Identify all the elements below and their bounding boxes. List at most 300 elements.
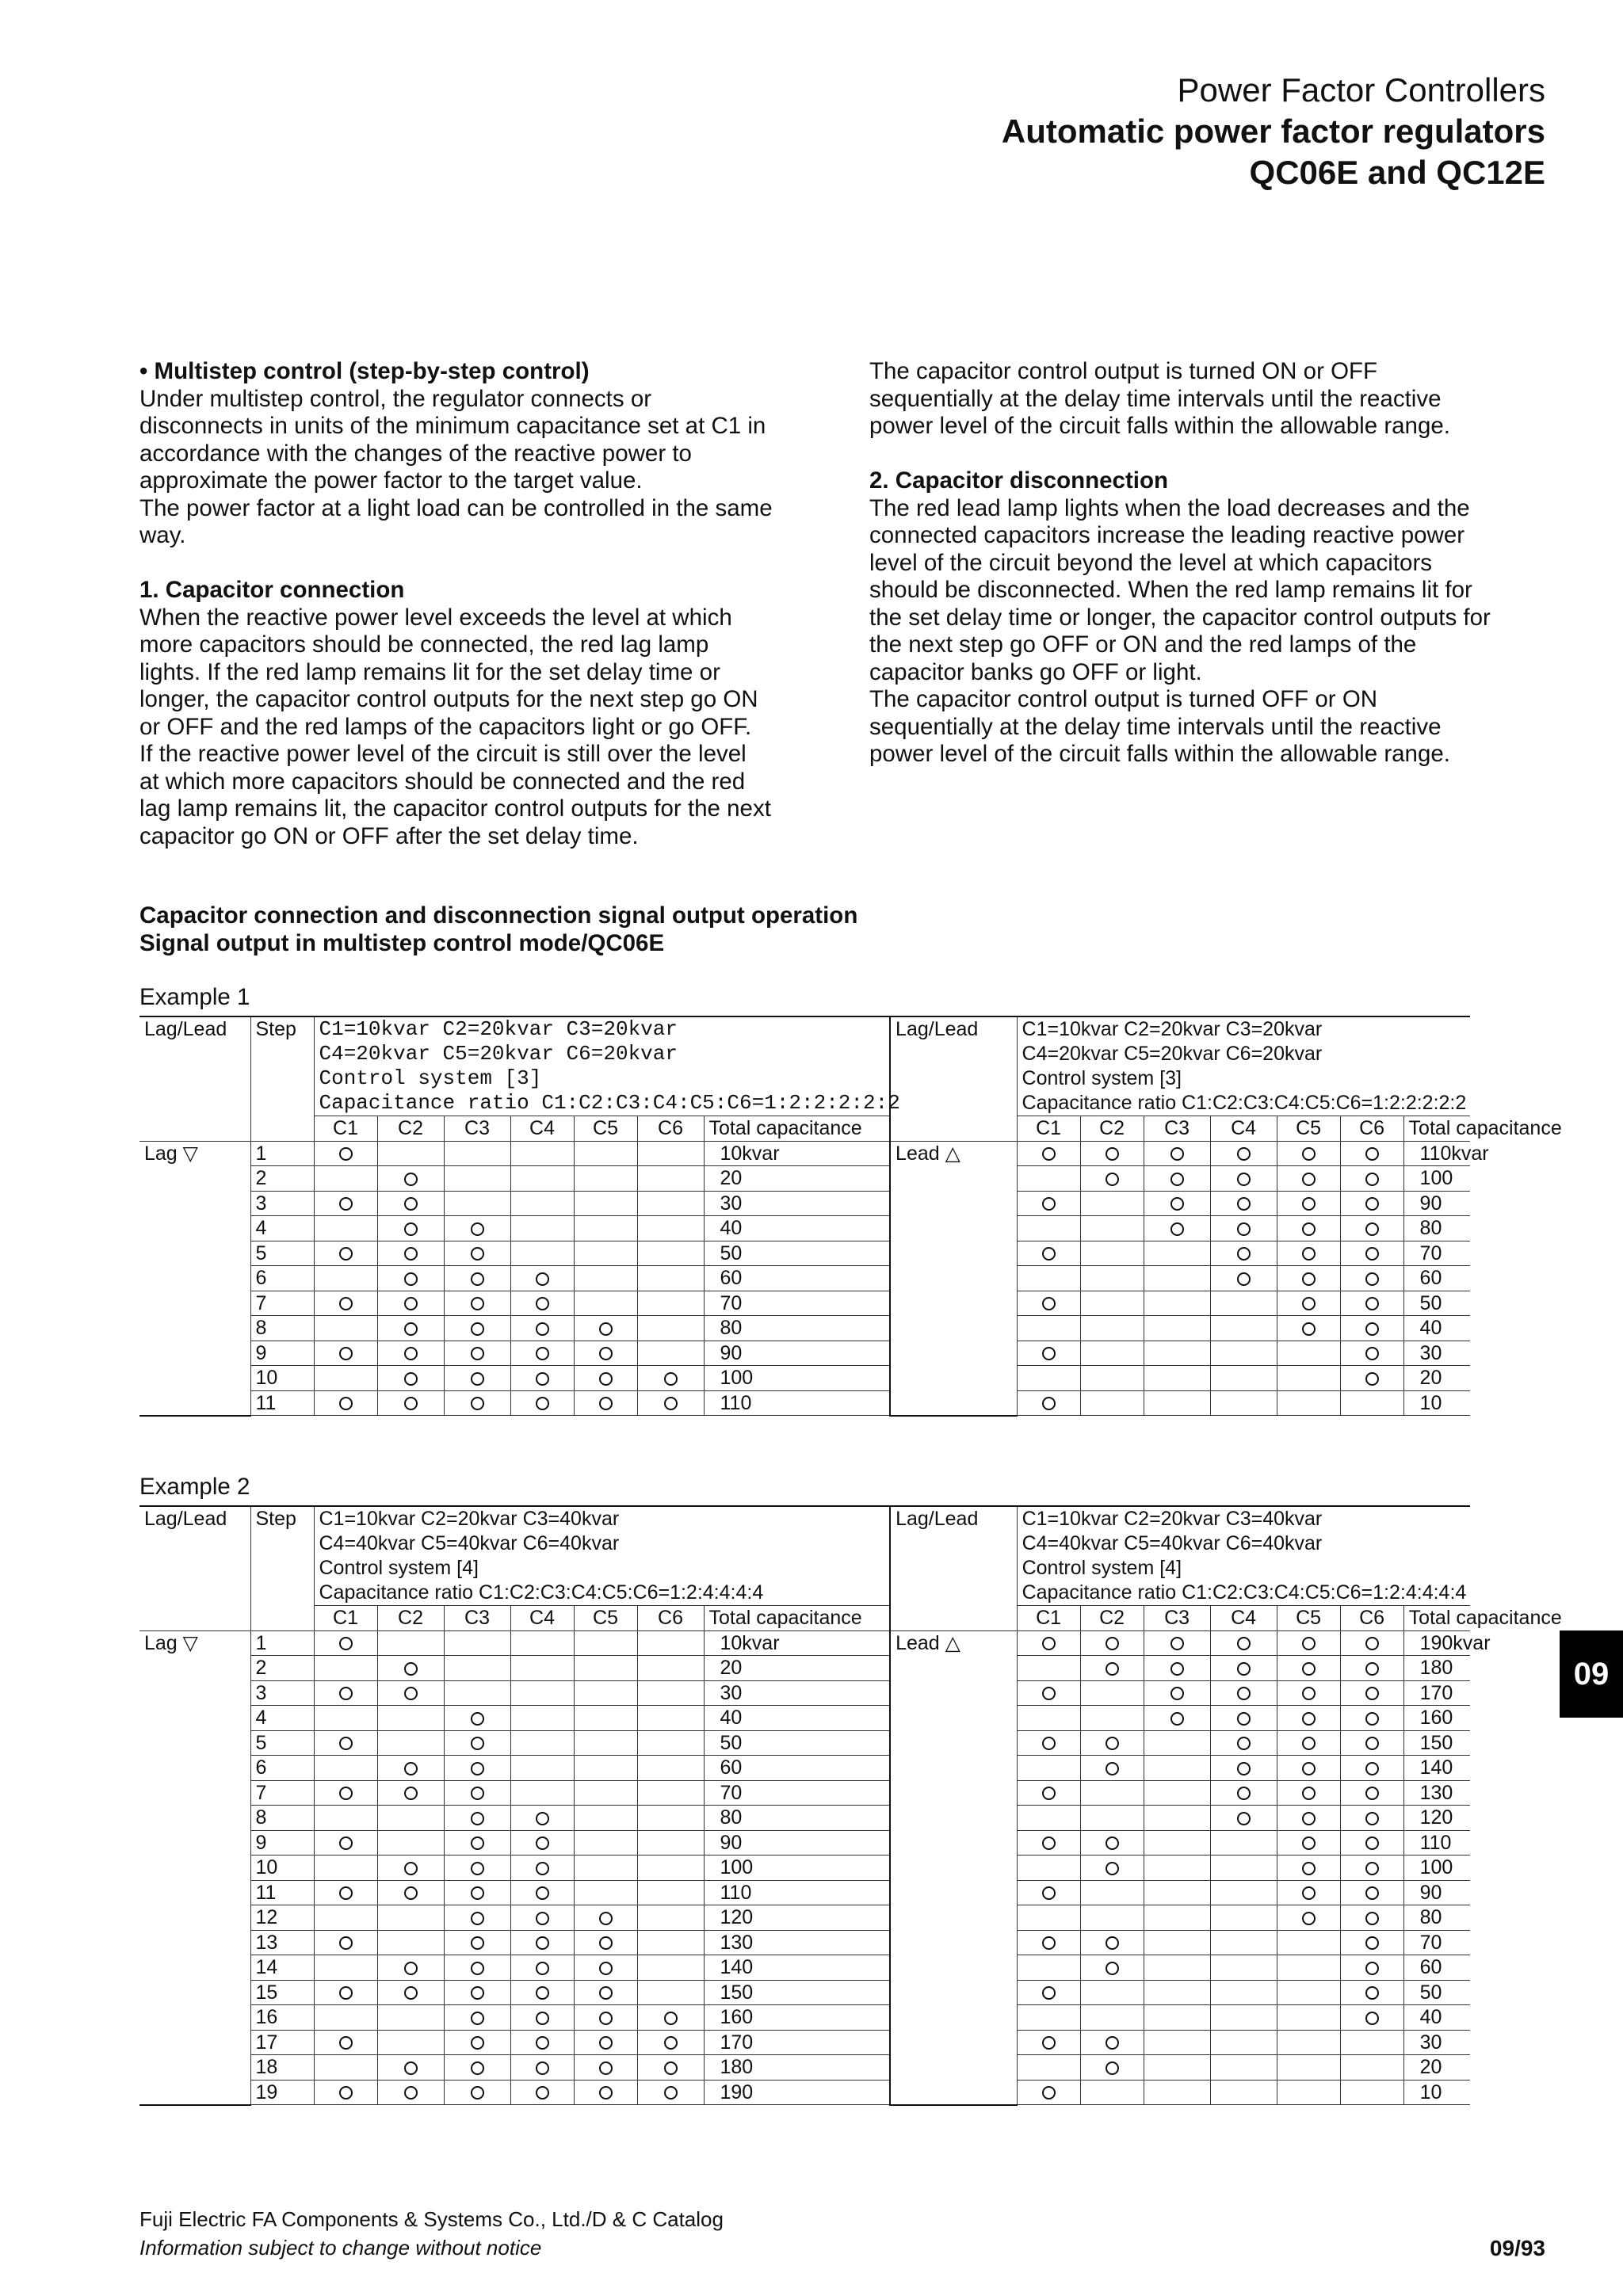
on-circle (1302, 1662, 1316, 1676)
lead-cell (1017, 1191, 1080, 1216)
on-circle (339, 1347, 353, 1360)
on-circle (339, 1687, 353, 1700)
lead-cell (1210, 1905, 1277, 1931)
blank-cell (890, 1390, 1017, 1416)
blank-cell (139, 1730, 250, 1756)
lag-label: Lag ▽ (144, 1142, 198, 1165)
lead-cell (1080, 1216, 1144, 1241)
lead-cell (1080, 1241, 1144, 1266)
lag-cell (377, 2055, 444, 2081)
blank-cell (139, 1756, 250, 1781)
on-circle (1365, 1912, 1379, 1925)
on-circle (404, 1962, 418, 1975)
lead-cell (1277, 1366, 1340, 1391)
blank-cell (890, 1066, 1017, 1091)
lag-cell (314, 1830, 377, 1855)
table-row (139, 1880, 1620, 1905)
on-circle (471, 1347, 484, 1360)
lag-cell (377, 1730, 444, 1756)
on-circle (1237, 1737, 1251, 1750)
on-circle (1365, 1637, 1379, 1650)
lead-cell (1144, 1630, 1210, 1656)
lag-total: 50 (704, 1730, 890, 1756)
lag-cell (574, 1191, 637, 1216)
on-circle (599, 1912, 613, 1925)
on-circle (1365, 1662, 1379, 1676)
lag-cell (510, 1955, 574, 1981)
lead-cell (1080, 1390, 1144, 1416)
lead-cell (1277, 1141, 1340, 1166)
text-line: sequentially at the delay time intervals until the reactive (869, 713, 1442, 740)
text-line: lights. If the red lamp remains lit for the set delay time or (139, 658, 720, 685)
lead-cell (1277, 1955, 1340, 1981)
blank-cell (890, 1830, 1017, 1855)
table-row (139, 1955, 1620, 1981)
lag-cell (574, 1780, 637, 1806)
on-circle (471, 1962, 484, 1975)
lead-cell (1277, 1855, 1340, 1881)
lag-cell (377, 1366, 444, 1391)
blank-cell (139, 1556, 250, 1581)
on-circle (599, 1962, 613, 1975)
lead-cell (1080, 1630, 1144, 1656)
lag-cell (510, 1855, 574, 1881)
on-circle (339, 1886, 353, 1900)
column-header: C4 (1210, 1116, 1277, 1142)
lead-cell (1340, 2055, 1403, 2081)
lead-cell (1277, 1980, 1340, 2005)
lead-cell (1277, 2030, 1340, 2055)
on-circle (599, 1986, 613, 2000)
lead-total: 100 (1403, 1166, 1470, 1192)
blank-cell (890, 1780, 1017, 1806)
lag-cell (314, 1241, 377, 1266)
lead-cell (1080, 1905, 1144, 1931)
lead-cell (1144, 2005, 1210, 2031)
lag-cell (510, 1656, 574, 1681)
on-circle (404, 1197, 418, 1211)
lag-cell (574, 1166, 637, 1192)
lead-cell (1340, 1141, 1403, 1166)
lag-total: 160 (704, 2005, 890, 2031)
lead-cell (1277, 1630, 1340, 1656)
lag-cell (377, 1930, 444, 1955)
lead-cell (1080, 1316, 1144, 1341)
lag-cell (510, 1141, 574, 1166)
lead-total: 150 (1403, 1730, 1470, 1756)
lead-cell (1277, 1390, 1340, 1416)
lead-cell (1210, 1780, 1277, 1806)
lag-cell (510, 1806, 574, 1831)
table-row (139, 1806, 1620, 1831)
example1-table (139, 1016, 1562, 1417)
table-row (139, 1980, 1620, 2005)
lead-total: 10 (1403, 1390, 1470, 1416)
lead-cell (1017, 1141, 1080, 1166)
lead-cell (1340, 1656, 1403, 1681)
on-circle (404, 1662, 418, 1676)
lead-cell (1277, 2055, 1340, 2081)
lead-cell (1277, 1905, 1340, 1931)
on-circle (339, 1936, 353, 1950)
lag-cell (444, 1905, 510, 1931)
on-circle (1042, 2086, 1056, 2100)
lag-cell (377, 2030, 444, 2055)
lag-cell (444, 1141, 510, 1166)
on-circle (1106, 2036, 1119, 2050)
lead-spec-line: Capacitance ratio C1:C2:C3:C4:C5:C6=1:2:2:2:2:2 (1017, 1091, 1470, 1116)
lag-cell (444, 1656, 510, 1681)
on-circle (1365, 1962, 1379, 1975)
on-circle (1106, 2061, 1119, 2075)
lag-spec-line: C1=10kvar C2=20kvar C3=20kvar (314, 1016, 890, 1042)
lag-cell (637, 1216, 704, 1241)
on-circle (599, 2061, 613, 2075)
lead-cell (1210, 1656, 1277, 1681)
on-circle (536, 1372, 549, 1386)
blank-cell (139, 1531, 250, 1556)
on-circle (404, 1222, 418, 1236)
lead-cell (1277, 1216, 1340, 1241)
on-circle (1365, 1222, 1379, 1236)
lead-cell (1080, 1341, 1144, 1366)
lead-cell (1210, 1706, 1277, 1731)
lead-cell (1277, 1656, 1340, 1681)
blank-cell (890, 2080, 1017, 2105)
blank-cell (139, 1116, 250, 1142)
lag-cell (574, 1341, 637, 1366)
lead-label: Lead △ (896, 1631, 960, 1654)
blank-cell (139, 1930, 250, 1955)
on-circle (599, 2086, 613, 2100)
on-circle (599, 1322, 613, 1336)
on-circle (599, 1347, 613, 1360)
on-circle (404, 2061, 418, 2075)
blank-cell (250, 1116, 314, 1142)
table-row (139, 2005, 1620, 2031)
lag-cell (377, 1341, 444, 1366)
lead-cell (1340, 1390, 1403, 1416)
lead-cell (1144, 2030, 1210, 2055)
blank-cell (890, 1806, 1017, 1831)
on-circle (536, 1912, 549, 1925)
on-circle (1170, 1197, 1184, 1211)
lag-cell (574, 1980, 637, 2005)
blank-cell (890, 1116, 1017, 1142)
on-circle (1237, 1762, 1251, 1775)
text-line: or OFF and the red lamps of the capacitors light or go OFF. (139, 713, 752, 740)
lead-cell (1144, 2080, 1210, 2105)
text-line: connected capacitors increase the leading reactive power (869, 522, 1465, 548)
lag-cell (444, 1291, 510, 1316)
step-number: 2 (250, 1656, 314, 1681)
lag-cell (377, 1806, 444, 1831)
lag-cell (510, 2005, 574, 2031)
lag-cell (444, 1730, 510, 1756)
header-title: Automatic power factor regulators (1001, 113, 1545, 150)
text-line: power level of the circuit falls within the allowable range. (869, 413, 1450, 439)
caption-line-2: Signal output in multistep control mode/QC06E (139, 930, 665, 956)
on-circle (1365, 1787, 1379, 1800)
blank-cell (890, 1730, 1017, 1756)
lag-total: 70 (704, 1291, 890, 1316)
blank-cell (890, 1042, 1017, 1066)
on-circle (536, 1962, 549, 1975)
lag-cell (510, 1630, 574, 1656)
lead-cell (1340, 2080, 1403, 2105)
lead-total: 190kvar (1403, 1630, 1470, 1656)
table-row (139, 1855, 1620, 1881)
on-circle (536, 2086, 549, 2100)
table-row (139, 1216, 1620, 1241)
text-line: at which more capacitors should be connected and the red (139, 768, 746, 795)
text-line: longer, the capacitor control outputs for the next step go ON (139, 686, 758, 712)
lead-cell (1080, 1266, 1144, 1291)
column-header: C6 (1340, 1116, 1403, 1142)
column-header: C2 (1080, 1606, 1144, 1631)
blank-cell (139, 1091, 250, 1116)
lag-cell (574, 1141, 637, 1166)
lead-cell (1210, 1930, 1277, 1955)
lag-cell (637, 1830, 704, 1855)
lag-cell (510, 1980, 574, 2005)
lag-cell (637, 1730, 704, 1756)
lag-cell (377, 1706, 444, 1731)
on-circle (1237, 1247, 1251, 1261)
blank-cell (890, 1756, 1017, 1781)
on-circle (1365, 1886, 1379, 1900)
lag-cell (637, 1630, 704, 1656)
blank-cell (139, 1390, 250, 1416)
lead-cell (1017, 2055, 1080, 2081)
lag-cell (314, 1756, 377, 1781)
lag-cell (314, 1855, 377, 1881)
disconnection-heading: 2. Capacitor disconnection (869, 467, 1169, 494)
on-circle (599, 1936, 613, 1950)
blank-cell (890, 1905, 1017, 1931)
blank-cell (890, 1091, 1017, 1116)
lead-cell (1017, 1266, 1080, 1291)
lead-cell (1340, 2030, 1403, 2055)
on-circle (1170, 1222, 1184, 1236)
on-circle (404, 1886, 418, 1900)
footer-company: Fuji Electric FA Components & Systems Co., Ltd./D & C Catalog (139, 2207, 724, 2231)
on-circle (1106, 1762, 1119, 1775)
lead-cell (1340, 1216, 1403, 1241)
on-circle (1365, 1322, 1379, 1336)
lag-cell (314, 1191, 377, 1216)
lead-cell (1340, 1955, 1403, 1981)
lag-cell (444, 1166, 510, 1192)
lag-total: 20 (704, 1656, 890, 1681)
lead-cell (1277, 1730, 1340, 1756)
column-header: C1 (314, 1116, 377, 1142)
step-number: 10 (250, 1855, 314, 1881)
on-circle (1302, 1147, 1316, 1161)
text-line: sequentially at the delay time intervals until the reactive (869, 385, 1442, 412)
lead-total: 40 (1403, 2005, 1470, 2031)
blank-cell (139, 1216, 250, 1241)
on-circle (1365, 1297, 1379, 1310)
table-row (139, 1390, 1620, 1416)
lag-cell (637, 2080, 704, 2105)
on-circle (471, 1272, 484, 1286)
lag-total: 40 (704, 1706, 890, 1731)
lead-cell (1144, 1366, 1210, 1391)
step-number: 6 (250, 1266, 314, 1291)
lead-cell (1210, 1855, 1277, 1881)
on-circle (339, 2036, 353, 2050)
step-number: 17 (250, 2030, 314, 2055)
on-circle (536, 1886, 549, 1900)
step-number: 13 (250, 1930, 314, 1955)
lag-cell (377, 1630, 444, 1656)
on-circle (1365, 1986, 1379, 2000)
blank-cell (139, 1680, 250, 1706)
lead-total: 140 (1403, 1756, 1470, 1781)
lag-cell (314, 2030, 377, 2055)
on-circle (599, 2012, 613, 2025)
on-circle (1042, 1986, 1056, 2000)
lag-cell (377, 1855, 444, 1881)
on-circle (1302, 1322, 1316, 1336)
lag-cell (574, 1216, 637, 1241)
on-circle (471, 1912, 484, 1925)
lag-cell (444, 1266, 510, 1291)
step-number: 14 (250, 1955, 314, 1981)
on-circle (1042, 1936, 1056, 1950)
lag-cell (510, 1390, 574, 1416)
lead-spec-line: Capacitance ratio C1:C2:C3:C4:C5:C6=1:2:4:4:4:4 (1017, 1581, 1470, 1606)
on-circle (1302, 1272, 1316, 1286)
text-line: accordance with the changes of the reactive power to (139, 440, 692, 467)
lag-lead-header: Lag/Lead (890, 1506, 1017, 1531)
lag-cell (637, 1855, 704, 1881)
blank-cell (890, 2030, 1017, 2055)
on-circle (1365, 1197, 1379, 1211)
lead-cell (1277, 1291, 1340, 1316)
lead-cell (1144, 2055, 1210, 2081)
lag-total: 150 (704, 1980, 890, 2005)
lag-total: 60 (704, 1266, 890, 1291)
lag-cell (637, 1291, 704, 1316)
on-circle (1302, 1886, 1316, 1900)
on-circle (1042, 1637, 1056, 1650)
lead-cell (1144, 1756, 1210, 1781)
lead-cell (1210, 1756, 1277, 1781)
lag-cell (314, 1955, 377, 1981)
lag-cell (377, 1191, 444, 1216)
on-circle (404, 1322, 418, 1336)
lag-cell (574, 1855, 637, 1881)
on-circle (1302, 1712, 1316, 1726)
example2-table (139, 1505, 1562, 2106)
step-number: 3 (250, 1680, 314, 1706)
lead-cell (1277, 1780, 1340, 1806)
text-line: Under multistep control, the regulator connects or (139, 385, 652, 412)
lead-cell (1210, 1241, 1277, 1266)
step-number: 9 (250, 1830, 314, 1855)
lead-cell (1017, 1291, 1080, 1316)
lag-cell (314, 1341, 377, 1366)
lag-cell (314, 2080, 377, 2105)
lag-cell (314, 1141, 377, 1166)
lag-cell (510, 1166, 574, 1192)
lead-cell (1144, 1680, 1210, 1706)
lead-cell (1017, 1316, 1080, 1341)
table-row (139, 1191, 1620, 1216)
lag-cell (377, 1241, 444, 1266)
lead-cell (1017, 1656, 1080, 1681)
lag-cell (314, 1316, 377, 1341)
lead-cell (1210, 2030, 1277, 2055)
on-circle (1302, 1197, 1316, 1211)
blank-cell (139, 1606, 250, 1631)
on-circle (536, 1347, 549, 1360)
column-header: C1 (314, 1606, 377, 1631)
blank-cell (890, 1191, 1017, 1216)
lag-cell (377, 1880, 444, 1905)
column-header: C5 (1277, 1606, 1340, 1631)
blank-cell (139, 1291, 250, 1316)
on-circle (471, 1222, 484, 1236)
lead-cell (1144, 1291, 1210, 1316)
lead-cell (1017, 2005, 1080, 2031)
lead-cell (1017, 1706, 1080, 1731)
lead-cell (1340, 1316, 1403, 1341)
on-circle (1237, 1662, 1251, 1676)
lead-cell (1144, 1706, 1210, 1731)
lead-cell (1277, 1706, 1340, 1731)
lead-cell (1210, 1730, 1277, 1756)
on-circle (1170, 1637, 1184, 1650)
blank-cell (139, 1955, 250, 1981)
lead-cell (1340, 2005, 1403, 2031)
lead-cell (1017, 1780, 1080, 1806)
lag-cell (377, 1830, 444, 1855)
lag-cell (510, 2055, 574, 2081)
on-circle (1302, 1173, 1316, 1186)
lag-cell (510, 1780, 574, 1806)
blank-cell (890, 1855, 1017, 1881)
on-circle (664, 2086, 678, 2100)
lag-cell (637, 1680, 704, 1706)
lead-cell (1080, 2080, 1144, 2105)
text-line: level of the circuit beyond the level at which capacitors (869, 549, 1433, 576)
lag-total: 20 (704, 1166, 890, 1192)
text-line: should be disconnected. When the red lamp remains lit for (869, 577, 1472, 603)
lead-total: 30 (1403, 1341, 1470, 1366)
lag-cell (574, 1706, 637, 1731)
lead-cell (1144, 1141, 1210, 1166)
blank-cell (890, 1680, 1017, 1706)
blank-cell (890, 1291, 1017, 1316)
on-circle (1042, 1687, 1056, 1700)
lag-spec-line: Control system [3] (314, 1066, 890, 1091)
lead-total: 30 (1403, 2030, 1470, 2055)
on-circle (1237, 1712, 1251, 1726)
step-number: 15 (250, 1980, 314, 2005)
lag-cell (377, 1756, 444, 1781)
lead-spec-line: Control system [4] (1017, 1556, 1470, 1581)
lag-cell (510, 1830, 574, 1855)
lag-total: 100 (704, 1366, 890, 1391)
lag-cell (574, 1730, 637, 1756)
column-header: Total capacitance (1403, 1606, 1470, 1631)
header-category: Power Factor Controllers (1177, 71, 1545, 109)
lead-cell (1080, 1141, 1144, 1166)
lead-cell (1144, 1905, 1210, 1931)
